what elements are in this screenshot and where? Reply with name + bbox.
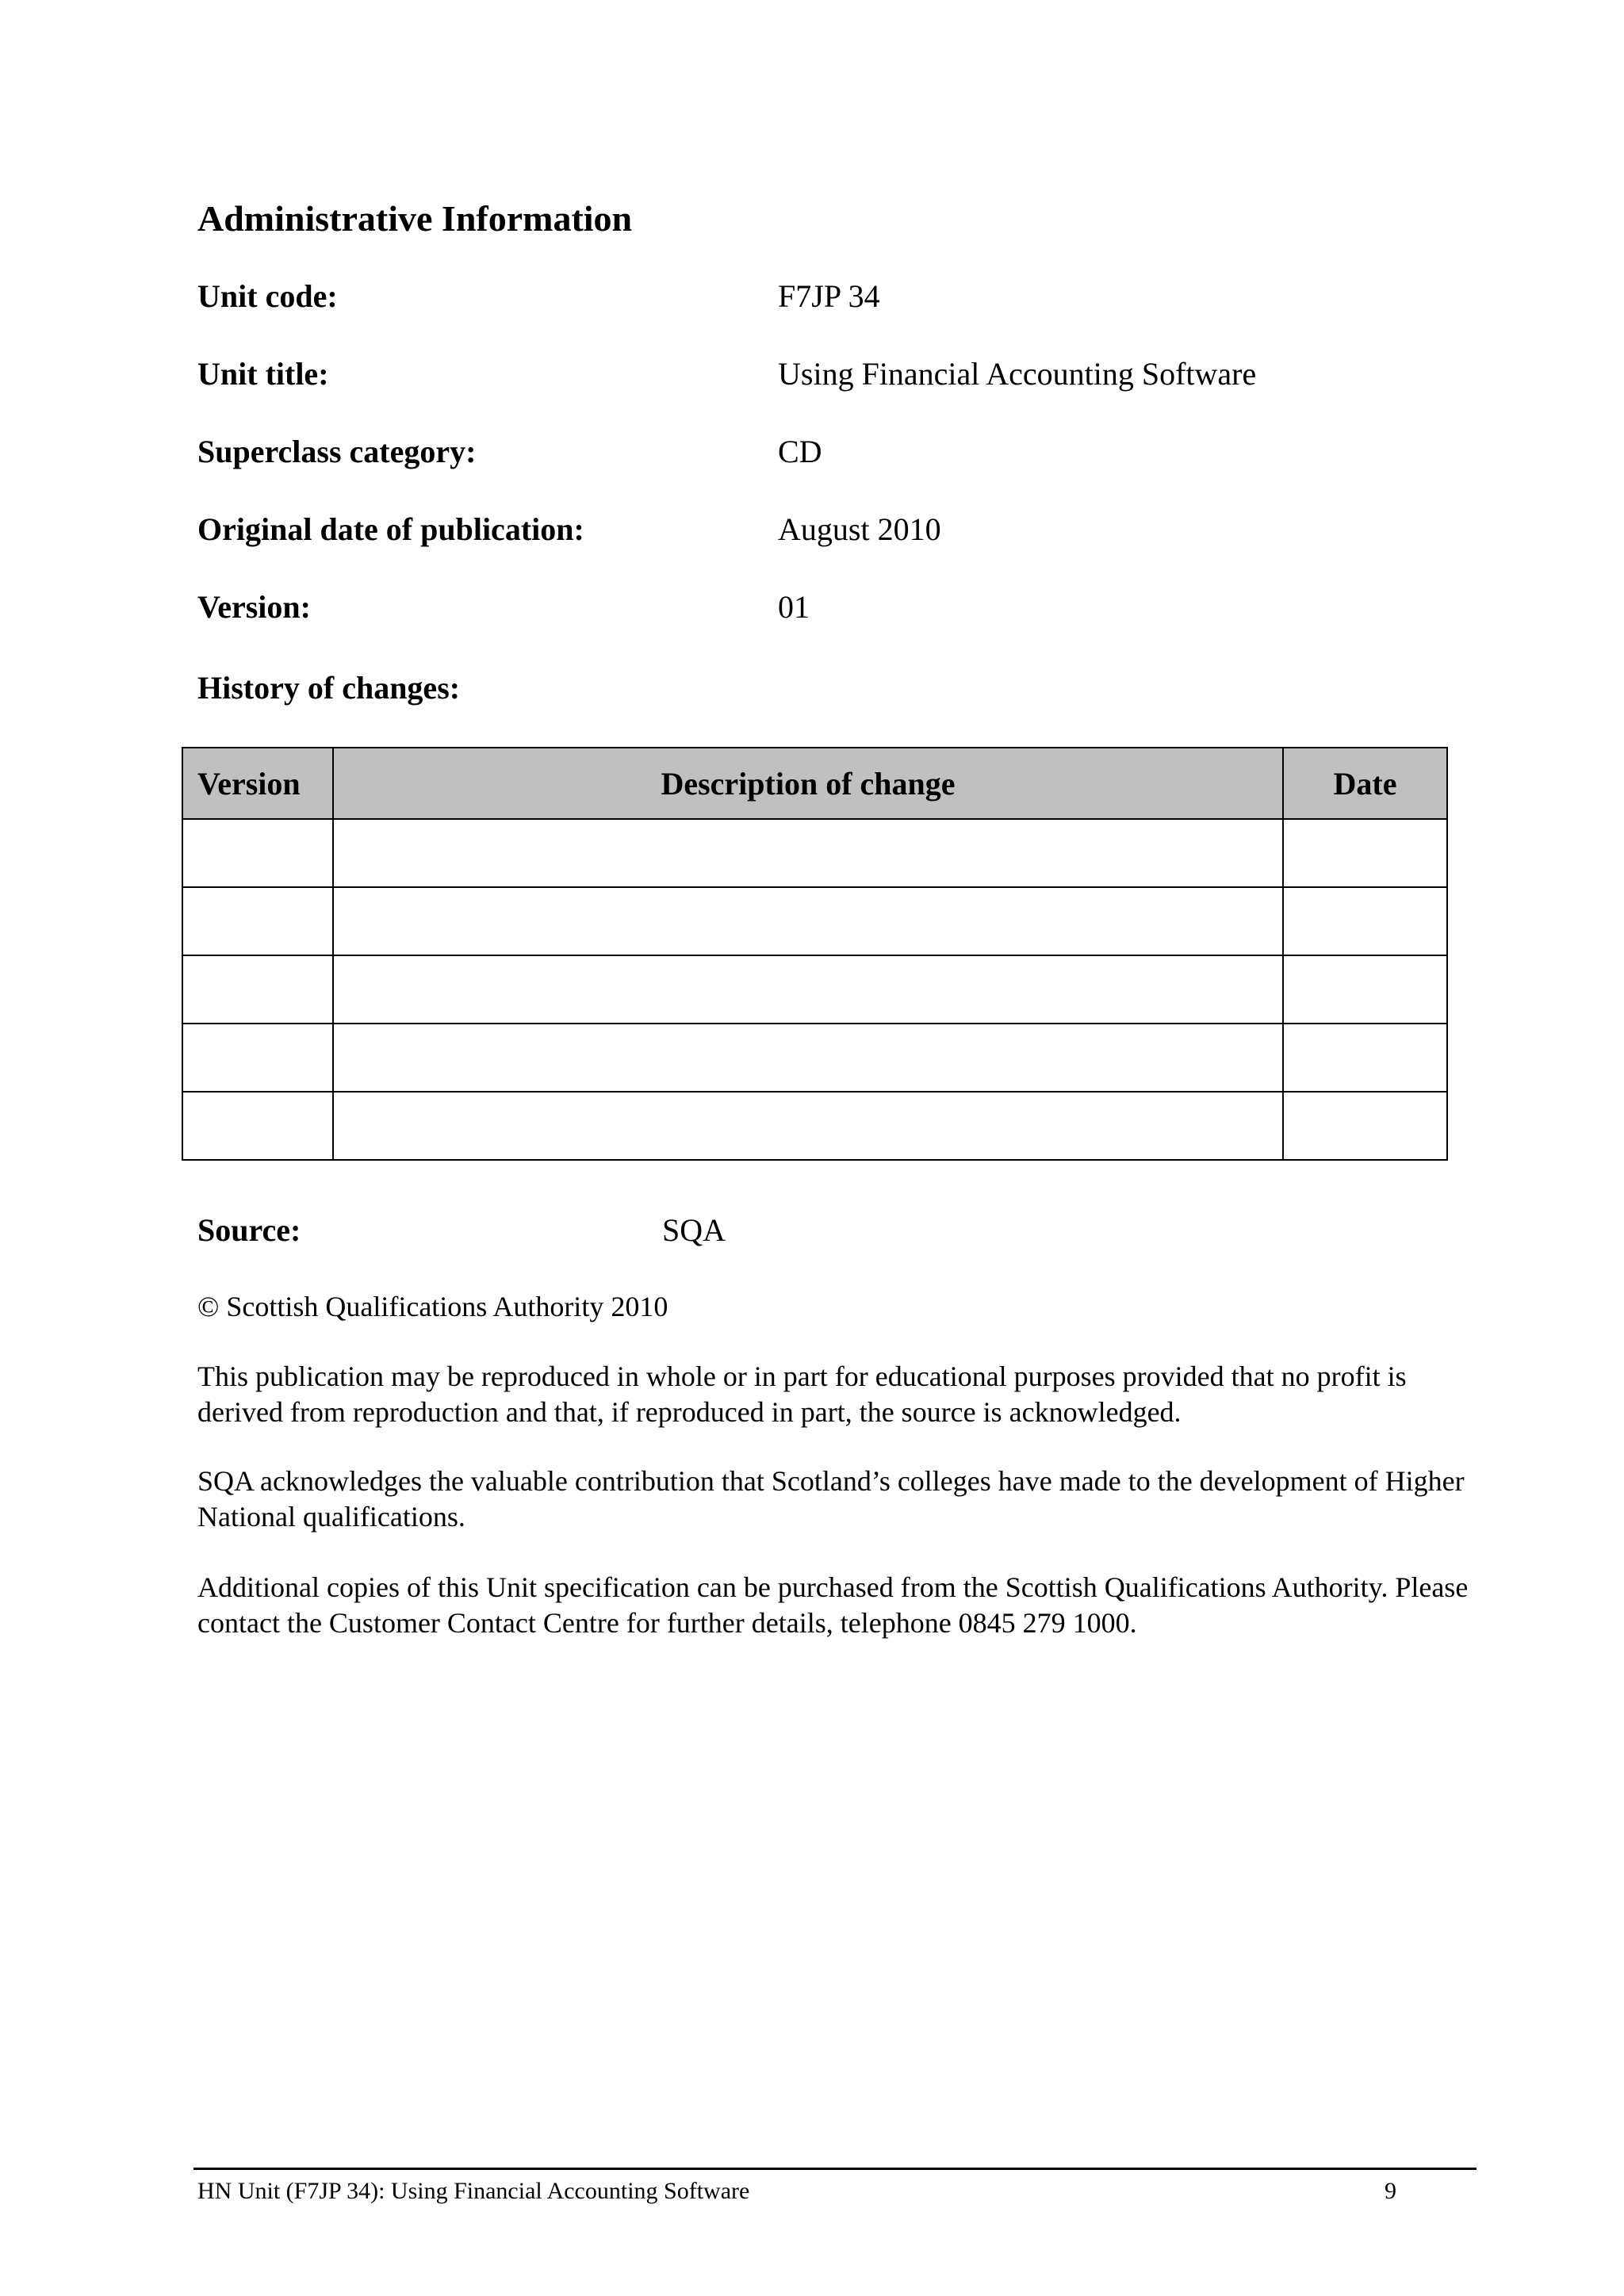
cell-description xyxy=(333,819,1283,887)
source-label: Source: xyxy=(197,1212,301,1248)
footer-divider xyxy=(193,2168,1477,2170)
field-value: CD xyxy=(778,434,822,469)
cell-date xyxy=(1283,887,1447,955)
cell-description xyxy=(333,887,1283,955)
page-title: Administrative Information xyxy=(197,198,633,239)
column-header-date: Date xyxy=(1283,748,1447,819)
cell-version xyxy=(182,887,333,955)
history-of-changes-label: History of changes: xyxy=(197,670,461,706)
cell-version xyxy=(182,819,333,887)
cell-version xyxy=(182,955,333,1024)
copyright-notice: © Scottish Qualifications Authority 2010 xyxy=(197,1291,668,1322)
paragraph-reproduction: This publication may be reproduced in whole or in part for educational purposes provided that no profit is derived from reproduction and that, if reproduced in part, the source is acknowledged. xyxy=(197,1360,1407,1428)
cell-date xyxy=(1283,955,1447,1024)
page-number: 9 xyxy=(1385,2178,1396,2204)
history-table xyxy=(182,747,1448,1161)
cell-date xyxy=(1283,819,1447,887)
field-value: F7JP 34 xyxy=(778,278,880,314)
cell-date xyxy=(1283,1092,1447,1160)
cell-date xyxy=(1283,1024,1447,1092)
cell-description xyxy=(333,1092,1283,1160)
footer-text: HN Unit (F7JP 34): Using Financial Accounting Software xyxy=(197,2178,750,2204)
table-row xyxy=(182,887,1447,955)
field-label: Superclass category: xyxy=(197,434,477,469)
field-value: August 2010 xyxy=(778,511,941,547)
column-header-description: Description of change xyxy=(333,748,1283,819)
table-row xyxy=(182,1092,1447,1160)
table-row xyxy=(182,1024,1447,1092)
paragraph-additional-copies: Additional copies of this Unit specification can be purchased from the Scottish Qualifications Authority. Please contact the Customer Contact Centre for further details, telephone 0845 279 1000. xyxy=(197,1571,1469,1639)
cell-description xyxy=(333,955,1283,1024)
field-value: Using Financial Accounting Software xyxy=(778,356,1257,392)
cell-version xyxy=(182,1024,333,1092)
table-row xyxy=(182,819,1447,887)
history-header-row xyxy=(182,748,1447,819)
cell-version xyxy=(182,1092,333,1160)
field-value: 01 xyxy=(778,589,810,625)
field-label: Original date of publication: xyxy=(197,511,584,547)
table-row xyxy=(182,955,1447,1024)
column-header-version: Version xyxy=(182,748,333,819)
cell-description xyxy=(333,1024,1283,1092)
field-label: Unit code: xyxy=(197,278,338,314)
field-label: Unit title: xyxy=(197,356,329,392)
field-label: Version: xyxy=(197,589,311,625)
source-value: SQA xyxy=(662,1212,726,1248)
paragraph-acknowledgement: SQA acknowledges the valuable contribution that Scotland’s colleges have made to the development of Higher National qualifications. xyxy=(197,1465,1465,1533)
